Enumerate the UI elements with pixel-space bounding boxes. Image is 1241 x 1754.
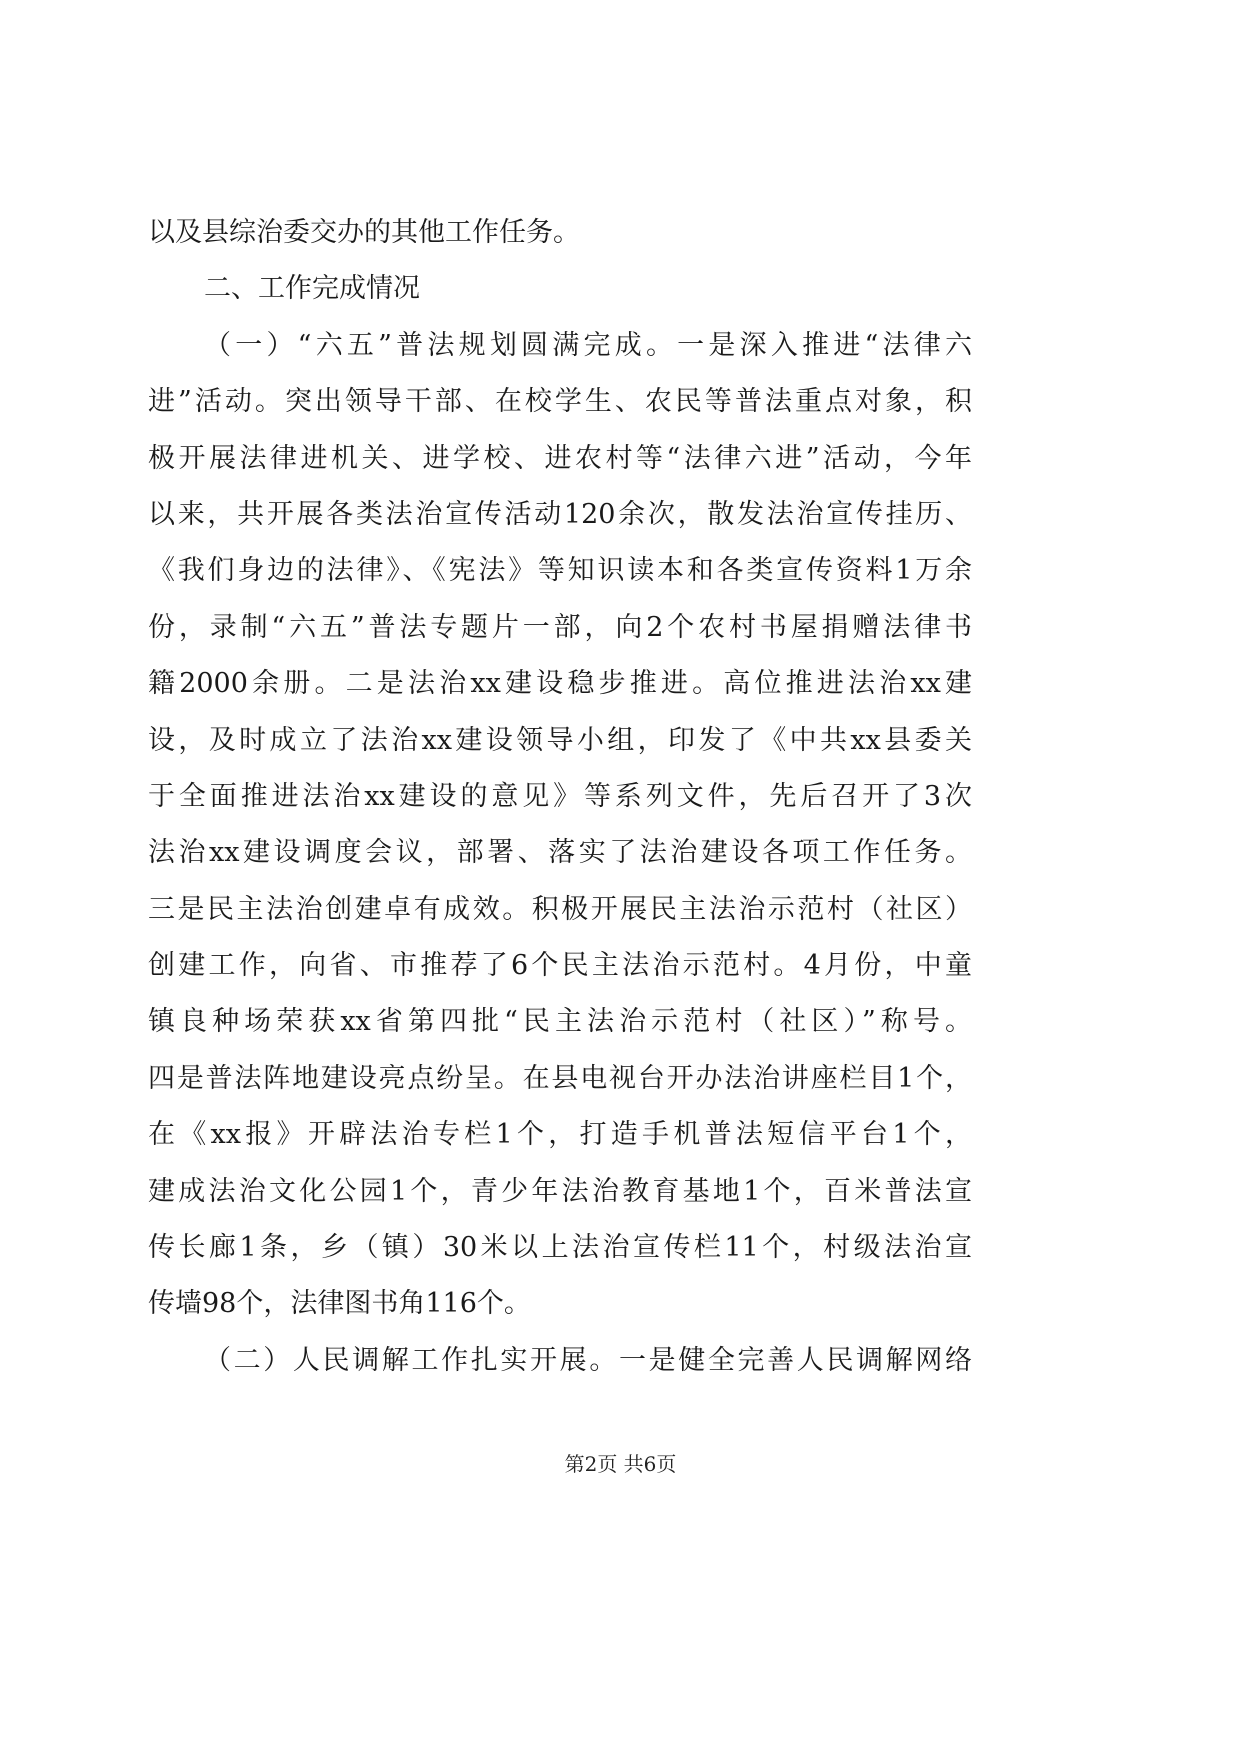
text-line: 籍2000余册。二是法治xx建设稳步推进。高位推进法治xx建 xyxy=(148,668,972,700)
text-line: 传长廊1条，乡（镇）30米以上法治宣传栏11个，村级法治宣 xyxy=(148,1232,972,1264)
text-line: 进”活动。突出领导干部、在校学生、农民等普法重点对象，积 xyxy=(148,386,972,418)
text-line: 传墙98个，法律图书角116个。 xyxy=(148,1288,531,1320)
text-line: 极开展法律进机关、进学校、进农村等“法律六进”活动，今年 xyxy=(148,442,972,474)
text-line: 《我们身边的法律》、《宪法》等知识读本和各类宣传资料1万余 xyxy=(148,555,972,587)
text-line: 以来，共开展各类法治宣传活动120余次，散发法治宣传挂历、 xyxy=(148,498,972,530)
text-line: 法治xx建设调度会议，部署、落实了法治建设各项工作任务。 xyxy=(148,837,972,869)
text-line: 建成法治文化公园1个，青少年法治教育基地1个，百米普法宣 xyxy=(148,1175,972,1207)
document-body xyxy=(148,205,972,1389)
section-heading: 二、工作完成情况 xyxy=(204,273,420,305)
text-line: 在《xx报》开辟法治专栏1个，打造手机普法短信平台1个， xyxy=(148,1119,972,1151)
text-line: （二）人民调解工作扎实开展。一是健全完善人民调解网络 xyxy=(204,1344,972,1376)
text-line: 创建工作，向省、市推荐了6个民主法治示范村。4月份，中童 xyxy=(148,950,972,982)
page-number-footer: 第2页 共6页 xyxy=(564,1452,677,1476)
text-line: 三是民主法治创建卓有成效。积极开展民主法治示范村（社区） xyxy=(148,893,972,925)
text-line: 四是普法阵地建设亮点纷呈。在县电视台开办法治讲座栏目1个， xyxy=(148,1062,972,1094)
text-line: 于全面推进法治xx建设的意见》等系列文件，先后召开了3次 xyxy=(148,780,972,812)
text-line: 镇良种场荣获xx省第四批“民主法治示范村（社区）”称号。 xyxy=(148,1006,972,1038)
text-line: 以及县综治委交办的其他工作任务。 xyxy=(148,217,580,248)
text-line: （一）“六五”普法规划圆满完成。一是深入推进“法律六 xyxy=(204,329,972,361)
text-line: 设，及时成立了法治xx建设领导小组，印发了《中共xx县委关 xyxy=(148,724,972,756)
text-line: 份，录制“六五”普法专题片一部，向2个农村书屋捐赠法律书 xyxy=(148,611,972,643)
